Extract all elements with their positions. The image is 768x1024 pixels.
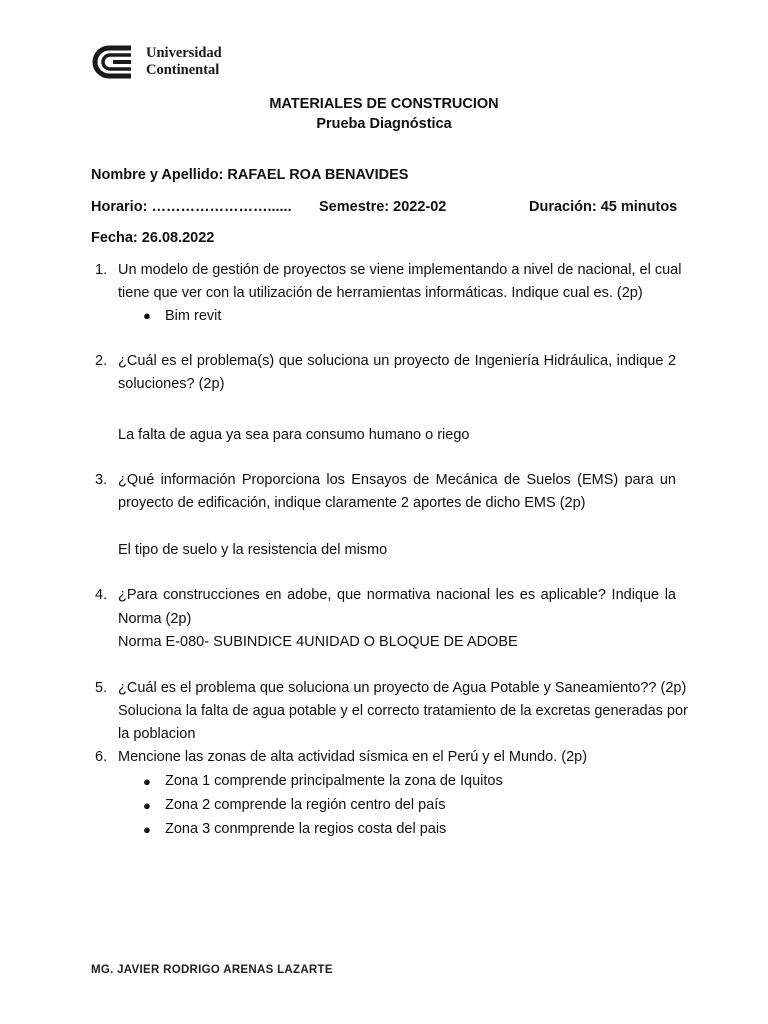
student-name-line xyxy=(91,167,408,183)
date-value: 26.08.2022 xyxy=(141,230,215,246)
university-logo-icon xyxy=(91,42,135,82)
question-text: Mencione las zonas de alta actividad sísmica en el Perú y el Mundo. (2p) xyxy=(118,749,588,765)
question-text: proyecto de edificación, indique claramente 2 aportes de dicho EMS (2p) xyxy=(118,495,586,511)
duration-value: 45 minutos xyxy=(600,199,678,215)
schedule-label: Horario: xyxy=(91,199,148,215)
question-text: Un modelo de gestión de proyectos se viene implementando a nivel de nacional, el cual xyxy=(118,262,682,278)
question-text: ¿Qué información Proporciona los Ensayos de Mecánica de Suelos (EMS) para un xyxy=(118,472,676,488)
date-label: Fecha: xyxy=(91,230,138,246)
question-number: 4. xyxy=(95,587,108,603)
question-number: 1. xyxy=(95,262,108,278)
semester-field xyxy=(319,199,446,215)
semester-value: 2022-02 xyxy=(393,199,447,215)
answer-text: Soluciona la falta de agua potable y el correcto tratamiento de la excretas generadas por xyxy=(118,703,688,719)
question-text: tiene que ver con la utilización de herramientas informáticas. Indique cual es. (2p) xyxy=(118,285,643,301)
bullet-icon: ● xyxy=(143,774,151,789)
answer-text: la poblacion xyxy=(118,726,196,742)
bullet-icon: ● xyxy=(143,822,151,837)
question-number: 6. xyxy=(95,749,108,765)
university-logo xyxy=(91,42,251,82)
duration-field xyxy=(529,199,677,215)
name-label: Nombre y Apellido: xyxy=(91,167,224,183)
name-value: RAFAEL ROA BENAVIDES xyxy=(227,167,409,183)
answer-bullet: Zona 3 conmprende la regios costa del pais xyxy=(165,821,447,837)
answer-bullet: Zona 2 comprende la región centro del país xyxy=(165,797,446,813)
question-number: 5. xyxy=(95,680,108,696)
answer-text: El tipo de suelo y la resistencia del mismo xyxy=(118,542,388,558)
duration-label: Duración: xyxy=(529,199,597,215)
question-text: Norma (2p) xyxy=(118,611,192,627)
semester-label: Semestre: xyxy=(319,199,390,215)
bullet-icon: ● xyxy=(143,798,151,813)
university-name-line1: Universidad xyxy=(146,45,222,61)
answer-text: La falta de agua ya sea para consumo humano o riego xyxy=(118,427,470,443)
question-text: ¿Cuál es el problema que soluciona un proyecto de Agua Potable y Saneamiento?? (2p) xyxy=(118,680,687,696)
question-text: soluciones? (2p) xyxy=(118,376,225,392)
question-text: ¿Cuál es el problema(s) que soluciona un proyecto de Ingeniería Hidráulica, indique 2 xyxy=(118,353,676,369)
footer-author: MG. JAVIER RODRIGO ARENAS LAZARTE xyxy=(91,964,333,976)
schedule-value: ……………………...... xyxy=(151,199,292,215)
university-name xyxy=(146,45,222,79)
answer-bullet: Zona 1 comprende principalmente la zona de Iquitos xyxy=(165,773,503,789)
bullet-icon: ● xyxy=(143,308,151,323)
date-field xyxy=(91,230,214,246)
university-name-line2: Continental xyxy=(146,62,220,78)
question-number: 2. xyxy=(95,353,108,369)
schedule-field xyxy=(91,199,292,215)
answer-bullet: Bim revit xyxy=(165,308,222,324)
exam-title: Prueba Diagnóstica xyxy=(316,116,452,132)
question-number: 3. xyxy=(95,472,108,488)
course-title: MATERIALES DE CONSTRUCION xyxy=(269,96,499,112)
question-text: ¿Para construcciones en adobe, que normativa nacional les es aplicable? Indique la xyxy=(118,587,676,603)
answer-text: Norma E-080- SUBINDICE 4UNIDAD O BLOQUE DE ADOBE xyxy=(118,634,518,650)
